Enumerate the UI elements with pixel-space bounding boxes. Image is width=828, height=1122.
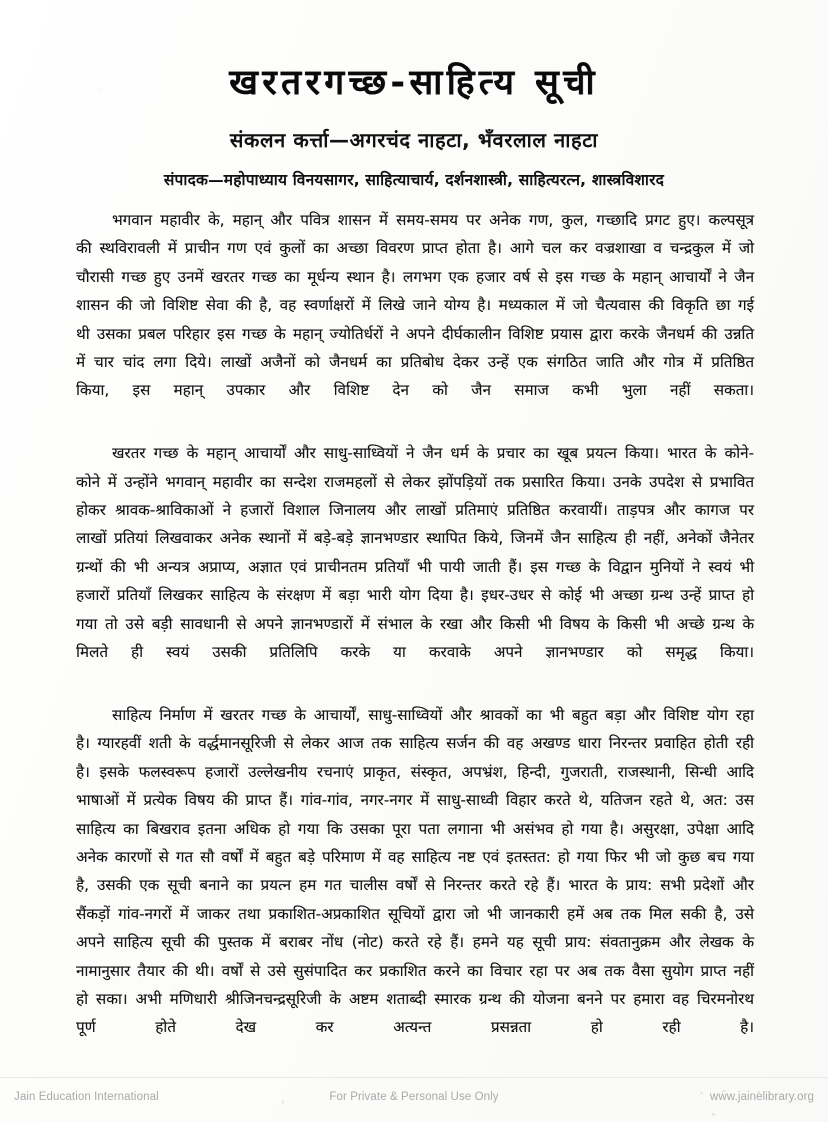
body-text <box>76 206 754 1071</box>
page-title: खरतरगच्छ-साहित्य सूची <box>229 63 599 103</box>
paragraph-1: भगवान महावीर के, महान् और पवित्र शासन में समय-समय पर अनेक गण, कुल, गच्छादि प्रगट हुए। कल्पसूत्र की स्थविरावली में प्राचीन गण एवं कुलों का अच्छा विवरण प्राप्त होता है। आगे चल कर वज्रशाखा व चन्द्रकुल में जो चौरासी गच्छ हुए उनमें खरतर गच्छ का मूर्धन्य स्थान है। लगभग एक हजार वर्ष से इस गच्छ के महान् आचार्यों ने जैन शासन की जो विशिष्ट सेवा की है, वह स्वर्णाक्षरों में लिखे जाने योग्य है। मध्यकाल में जो चैत्यवास की विकृति छा गई थी उसका प्रबल परिहार इस गच्छ के महान् ज्योतिर्धरों ने अपने दीर्घकालीन विशिष्ट प्रयास द्वारा करके जैनधर्म की उन्नति में चार चांद लगा दिये। लाखों अजैनों को जैनधर्म का प्रतिबोध देकर उन्हें एक संगठित जाति और गोत्र में प्रतिष्ठित किया, इस महान् उपकार और विशिष्ट देन को जैन समाज कभी भुला नहीं सकता। <box>76 211 754 400</box>
paragraph-3: साहित्य निर्माण में खरतर गच्छ के आचार्यों, साधु-साध्वियों और श्रावकों का भी बहुत बड़ा और विशिष्ट योग रहा है। ग्यारहवीं शती के वर्द्धमानसूरिजी से लेकर आज तक साहित्य सर्जन की वह अखण्ड धारा निरन्तर प्रवाहित होती रही है। इसके फलस्वरूप हजारों उल्लेखनीय रचनाएं प्राकृत, संस्कृत, अपभ्रंश, हिन्दी, गुजराती, राजस्थानी, सिन्धी आदि भाषाओं में प्रत्येक विषय की प्राप्त हैं। गांव-गांव, नगर-नगर में साधु-साध्वी विहार करते थे, यतिजन रहते थे, अत: उस साहित्य का बिखराव इतना अधिक हो गया कि उसका पूरा पता लगाना भी असंभव हो गया है। असुरक्षा, उपेक्षा आदि अनेक कारणों से गत सौ वर्षों में बहुत बड़े परिमाण में वह साहित्य नष्ट एवं इतस्तत: हो गया फिर भी जो कुछ बच गया है, उसकी एक सूची बनाने का प्रयत्न हम गत चालीस वर्षों से निरन्तर करते रहे हैं। भारत के प्राय: सभी प्रदेशों और सैंकड़ों गांव-नगरों में जाकर तथा प्रकाशित-अप्रकाशित सूचियों द्वारा जो भी जानकारी हमें अब तक मिल सकी है, उसे अपने साहित्य सूची की पुस्तक में बराबर नोंध (नोट) करते रहे हैं। हमने यह सूची प्राय: संवतानुक्रम और लेखक के नामानुसार तैयार की थी। वर्षों से उसे सुसंपादित कर प्रकाशित करने का विचार रहा पर अब तक वैसा सुयोग प्राप्त नहीं हो सका। अभी मणिधारी श्रीजिनचन्द्रसूरिजी के अष्टम शताब्दी स्मारक ग्रन्थ की योजना बनने पर हमारा वह चिरमनोरथ पूर्ण होते देख कर अत्यन्त प्रसन्नता हो रही है। <box>76 705 754 1037</box>
footer-website-link[interactable]: www.jainelibrary.org <box>709 1091 814 1103</box>
editors-line: संपादक—महोपाध्याय विनयसागर, साहित्याचार्य, दर्शनशास्त्री, साहित्यरत्न, शास्त्रविशारद <box>163 170 665 189</box>
footer-left-text: Jain Education International <box>14 1091 159 1103</box>
paragraph-2: खरतर गच्छ के महान् आचार्यों और साधु-साध्वियों ने जैन धर्म के प्रचार का खूब प्रयत्न किया। भारत के कोने-कोने में उन्होंने भगवान् महावीर का सन्देश राजमहलों से लेकर झोंपड़ियों तक प्रसारित किया। उनके उपदेश से प्रभावित होकर श्रावक-श्राविकाओं ने हजारों विशाल जिनालय और लाखों प्रतिमाएं प्रतिष्ठित करवायीं। ताड़पत्र और कागज पर लाखों प्रतियां लिखवाकर अनेक स्थानों में बड़े-बड़े ज्ञानभण्डार स्थापित किये, जिनमें जैन साहित्य ही नहीं, अनेकों जैनेतर ग्रन्थों की भी अन्यत्र अप्राप्य, अज्ञात एवं प्राचीनतम प्रतियाँ भी पायी जाती हैं। इस गच्छ के विद्वान मुनियों ने स्वयं भी हजारों प्रतियाँ लिखकर साहित्य के संरक्षण में बड़ा भारी योग दिया है। इधर-उधर से कोई भी अच्छा ग्रन्थ उन्हें प्राप्त हो गया तो उसे बड़ी सावधानी से अपने ज्ञानभण्डारों में संभाल के रखा और किसी भी विषय के किसी भी अच्छे ग्रन्थ के मिलते ही स्वयं उसकी प्रतिलिपि करके या करवाके अपने ज्ञानभण्डार को समृद्ध किया। <box>76 444 754 662</box>
footer-center-text: For Private & Personal Use Only <box>329 1091 499 1103</box>
page-footer <box>0 1077 828 1122</box>
compilers-line: संकलन कर्त्ता—अगरचंद नाहटा, भँवरलाल नाहटा <box>229 127 599 152</box>
title-block <box>0 62 828 190</box>
